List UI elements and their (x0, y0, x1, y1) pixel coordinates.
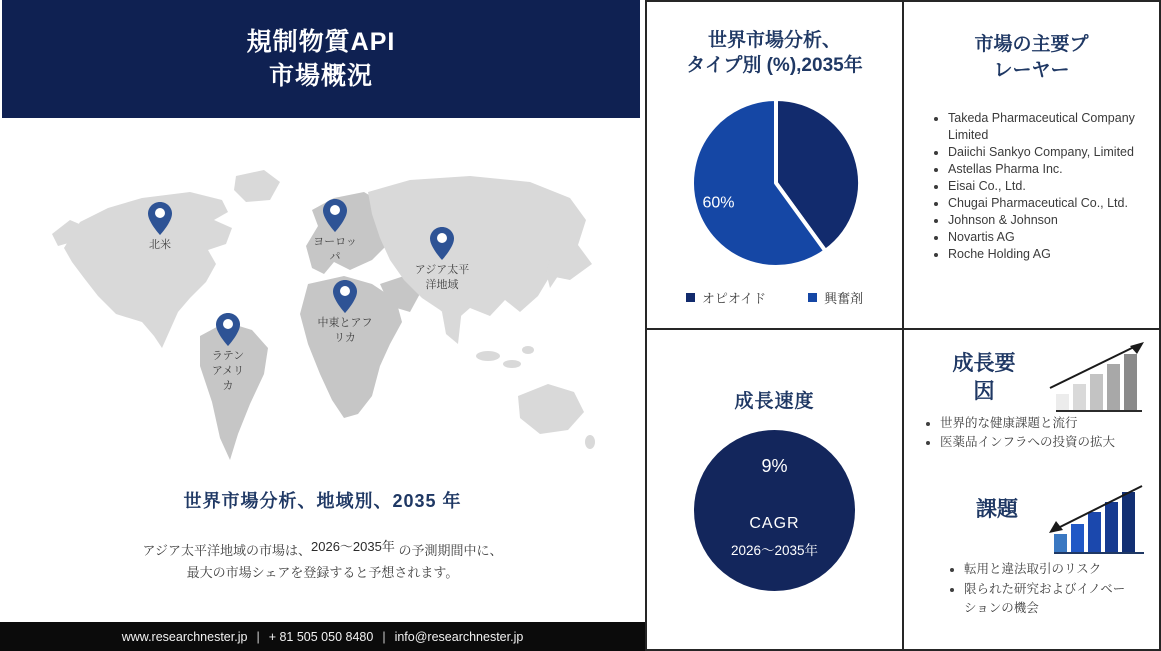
world-map (50, 150, 595, 480)
legend-item-stimulant (808, 288, 863, 307)
player-item: • Johnson & Johnson (948, 212, 1153, 229)
player-item: • Novartis AG (948, 229, 1153, 246)
legend-item-opioid (686, 288, 766, 307)
footer-separator: | (382, 629, 386, 644)
regional-text-suffix: の予測期間中に、 (394, 543, 503, 558)
location-pin-icon (148, 202, 172, 235)
svg-text:60%: 60% (702, 194, 735, 212)
cagr-period: 2026～2035年 (730, 543, 819, 558)
regional-text-prefix: アジア太平洋地域の市場は、 (142, 543, 311, 558)
factors-challenges-panel (902, 328, 1161, 651)
player-item: • Daiichi Sankyo Company, Limited (948, 144, 1153, 161)
footer-email: info@researchnester.jp (394, 629, 524, 644)
legend-swatch-icon (686, 293, 695, 302)
player-item: • Eisai Co., Ltd. (948, 178, 1153, 195)
map-region-label: 中東とアフ リカ (317, 317, 373, 344)
player-item: • Astellas Pharma Inc. (948, 161, 1153, 178)
growth-factors-title: 成長要 因 (952, 352, 1016, 403)
regional-analysis-heading: 世界市場分析、地域別、2035 年 (183, 491, 462, 511)
legend-label: 興奮剤 (824, 291, 864, 306)
challenges-list (926, 560, 1126, 619)
growth-rate-title: 成長速度 (734, 391, 815, 412)
page-title-banner (2, 0, 640, 118)
player-item: • Chugai Pharmaceutical Co., Ltd. (948, 195, 1153, 212)
growth-rate-panel (645, 328, 904, 651)
cagr-value: 9% (761, 456, 788, 476)
page-title: 規制物質API (246, 28, 396, 56)
key-players-panel (902, 0, 1161, 330)
forecast-period: 2026～2035年 (311, 539, 395, 554)
key-players-title: 市場の主要プ レーヤー (974, 34, 1089, 81)
bar-chart-down-arrow-icon (1054, 490, 1144, 554)
regional-analysis-text (0, 540, 645, 584)
map-region-label: ラテン アメリ カ (211, 350, 245, 392)
footer-website: www.researchnester.jp (121, 629, 248, 644)
player-item: • Roche Holding AG (948, 246, 1153, 263)
type-share-pie-chart (681, 88, 871, 278)
pie-legend (647, 288, 902, 307)
growth-factor-item: • 医薬品インフラへの投資の拡大 (940, 433, 1151, 452)
legend-swatch-icon (808, 293, 817, 302)
location-pin-icon (323, 199, 347, 232)
footer-separator: | (256, 629, 260, 644)
regional-text-line2: 最大の市場シェアを登録すると予想されます。 (186, 565, 459, 580)
growth-factor-item: • 世界的な健康課題と流行 (940, 414, 1151, 433)
type-analysis-panel (645, 0, 904, 330)
legend-label: オピオイド (701, 291, 767, 306)
player-item: • Takeda Pharmaceutical Company Limited (948, 110, 1153, 144)
map-region-label: ヨーロッ パ (313, 236, 357, 263)
location-pin-icon (333, 280, 357, 313)
challenges-title: 課題 (976, 498, 1018, 521)
location-pin-icon (216, 313, 240, 346)
rising-bar-chart-icon (1056, 352, 1142, 412)
location-pin-icon (430, 227, 454, 260)
growth-factors-list (926, 414, 1151, 452)
cagr-circle (694, 430, 855, 591)
map-region-label: 北米 (149, 239, 171, 251)
cagr-metric: CAGR (749, 515, 800, 532)
page-subtitle: 市場概況 (268, 62, 373, 90)
challenge-item: • 転用と違法取引のリスク (964, 560, 1126, 579)
challenge-item: • 限られた研究およびイノベーションの機会 (964, 580, 1126, 618)
footer-bar (0, 622, 645, 651)
footer-phone: + 81 505 050 8480 (268, 629, 374, 644)
map-region-label: アジア太平 洋地域 (414, 264, 470, 291)
type-analysis-title: 世界市場分析、 タイプ別 (%),2035年 (686, 30, 863, 76)
key-players-list (948, 110, 1153, 263)
